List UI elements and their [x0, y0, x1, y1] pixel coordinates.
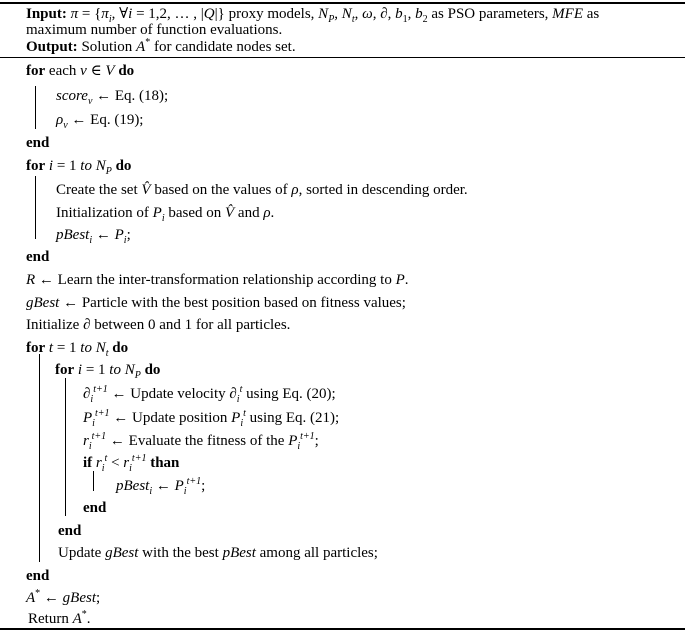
input-line-2: maximum number of function evaluations.: [26, 22, 283, 38]
scope-bar-if: [93, 471, 94, 491]
output-label: Output:: [26, 39, 78, 55]
output-line: [26, 37, 296, 57]
line-17: $r_i^{t+1}$ ← Evaluate the fitness of the $P_i^{t+1}$;: [83, 431, 319, 452]
line-2: score$_v$ ← Eq. (18);: [56, 88, 169, 107]
line-11: gBest ← Particle with the best position based on fitness values;: [26, 295, 406, 311]
line-8: pBest$_i$ ← $P_i$;: [56, 227, 131, 246]
line-24: A* ← gBest;: [26, 588, 101, 606]
line-13: for t = 1 to $N_t$ do: [26, 340, 129, 359]
line-3: $\rho_v$ ← Eq. (19);: [56, 112, 144, 131]
line-16: $P_i^{t+1}$ ← Update position $P_i^t$ using Eq. (21);: [83, 408, 340, 429]
line-21: end: [58, 523, 82, 539]
line-7: Initialization of $P_i$ based on V̂ and ρ.: [56, 205, 275, 224]
scope-bar-for-v: [35, 86, 36, 129]
line-22: Update gBest with the best pBest among all particles;: [58, 545, 378, 561]
middle-rule: [0, 57, 685, 58]
line-6: Create the set V̂ based on the values of ρ, sorted in descending order.: [56, 182, 468, 198]
line-15: $\partial_i^{t+1}$ ← Update velocity $\partial_i^t$ using Eq. (20);: [83, 384, 336, 405]
line-25: Return A*.: [28, 609, 91, 627]
input-label: Input:: [26, 6, 67, 22]
output-text: Solution A* for candidate nodes set.: [77, 37, 296, 55]
scope-bar-for-i: [35, 176, 36, 239]
line-18: if $r_i^t < r_i^{t+1}$ than: [83, 453, 180, 474]
line-19: pBest$_i$ ← $P_i^{t+1}$;: [116, 476, 206, 497]
input-text: $\pi = \{\pi_i$, ∀i = 1,2, … , |Q|} proxy models, $N_P$, $N_t$, ω, ∂, $b_1$, $b_2$ as PSO parameters, MFE as: [70, 6, 600, 25]
line-1: for each v ∈ V do: [26, 63, 135, 79]
scope-bar-for-t: [39, 354, 40, 562]
line-4: end: [26, 135, 50, 151]
line-20: end: [83, 500, 107, 516]
line-10: R ← Learn the inter-transformation relationship according to P.: [26, 272, 409, 288]
line-9: end: [26, 249, 50, 265]
line-14: for i = 1 to $N_P$ do: [55, 362, 161, 381]
bottom-rule: [0, 628, 685, 630]
scope-bar-inner-for-i: [65, 378, 66, 516]
line-12: Initialize ∂ between 0 and 1 for all particles.: [26, 317, 291, 333]
line-23: end: [26, 568, 50, 584]
line-5: for i = 1 to $N_P$ do: [26, 158, 132, 177]
